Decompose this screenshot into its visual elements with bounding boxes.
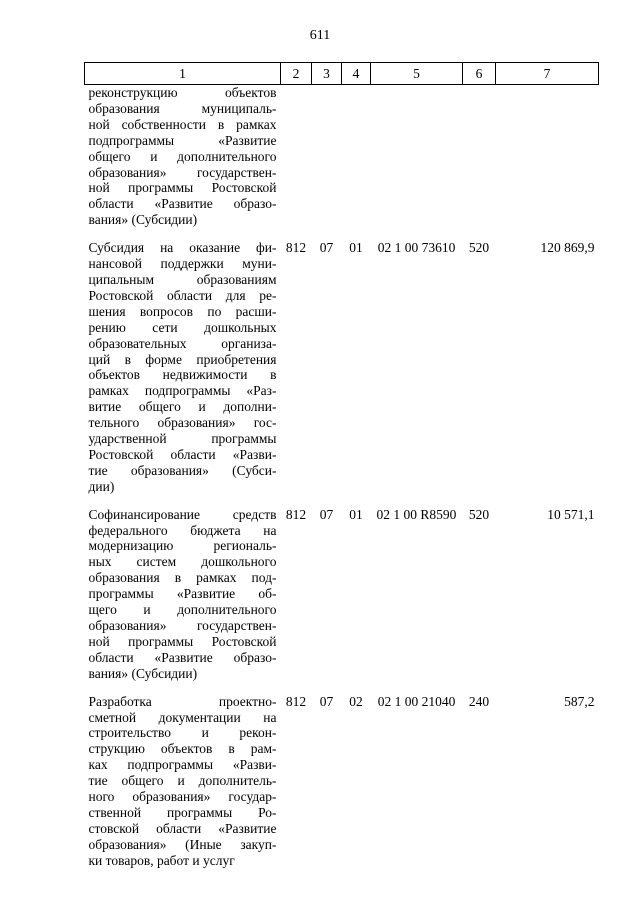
subsection-code: 01 <box>349 506 363 522</box>
description-line: образования муниципаль- <box>88 100 277 116</box>
description-line: подпрограммы «Развитие <box>88 132 277 148</box>
description-line: щего и дополнительного <box>88 602 277 618</box>
description-line: ственной программы Ро- <box>88 804 277 820</box>
row-spacer-cell <box>85 495 599 507</box>
target-article-code: 02 1 00 73610 <box>377 240 456 256</box>
description-line: Субсидия на оказание фи- <box>88 240 277 256</box>
table-row <box>85 85 599 229</box>
row-description <box>85 240 281 495</box>
table-row <box>85 507 599 682</box>
description-line: образования в рамках под- <box>88 570 277 586</box>
ministry-code: 812 <box>285 693 307 709</box>
section-code: 07 <box>319 693 334 709</box>
row-description <box>85 507 281 682</box>
target-article-code: 02 1 00 R8590 <box>376 506 457 522</box>
description-line: программы «Развитие об- <box>88 586 277 602</box>
description-line: ках подпрограммы «Разви- <box>88 757 277 773</box>
description-line: области «Развитие образо- <box>88 649 277 665</box>
description-line: Разработка проектно- <box>88 693 277 709</box>
description-line: реконструкцию объектов <box>88 85 277 100</box>
ministry-code <box>281 85 312 229</box>
description-line: рению сети дошкольных <box>88 319 277 335</box>
column-header-2: 2 <box>281 63 312 85</box>
description-line: вания» (Субсидии) <box>88 212 198 228</box>
subsection-code: 01 <box>349 240 363 256</box>
description-line: объектов недвижимости в <box>88 367 277 383</box>
subsection-code: 02 <box>349 693 363 709</box>
description-line: ного образования» государ- <box>88 789 277 805</box>
description-line: нансовой поддержки муни- <box>88 256 277 272</box>
description-line: ной программы Ростовской <box>88 633 277 649</box>
description-line: ной собственности в рамках <box>88 116 277 132</box>
column-header-7: 7 <box>496 63 599 85</box>
column-header-4: 4 <box>342 63 371 85</box>
column-header-5: 5 <box>371 63 463 85</box>
budget-table <box>84 62 599 869</box>
row-spacer <box>85 682 599 694</box>
section-code <box>312 85 342 229</box>
description-line: образования» государствен- <box>88 618 277 633</box>
amount-value: 587,2 <box>564 693 595 709</box>
description-line: шения вопросов по расши- <box>88 303 277 319</box>
section-code: 07 <box>319 240 334 256</box>
expense-type-code: 240 <box>468 693 490 709</box>
description-line: Софинансирование средств <box>88 506 277 522</box>
column-header-1: 1 <box>85 63 281 85</box>
ministry-code: 812 <box>285 506 307 522</box>
description-line: ных систем дошкольного <box>88 554 277 570</box>
description-line: ки товаров, работ и услуг <box>88 852 235 868</box>
row-spacer-cell <box>85 228 599 240</box>
target-article-code <box>371 85 463 229</box>
description-line: рамках подпрограммы «Раз- <box>88 383 277 399</box>
column-header-6: 6 <box>463 63 496 85</box>
description-line: тельного образования» гос- <box>88 415 277 431</box>
description-line: витие общего и дополни- <box>88 399 277 415</box>
description-line: общего и дополнительного <box>88 148 277 164</box>
description-line: ций в форме приобретения <box>88 351 277 367</box>
amount-value: 120 869,9 <box>540 240 595 256</box>
expense-type-code: 520 <box>468 240 490 256</box>
section-code: 07 <box>319 506 334 522</box>
description-line: Ростовской области для ре- <box>88 287 277 303</box>
table-row <box>85 240 599 495</box>
row-spacer-cell <box>85 682 599 694</box>
amount-value <box>496 85 599 229</box>
description-line: строительство и рекон- <box>88 725 277 741</box>
description-line: образования» государствен- <box>88 164 277 180</box>
row-description <box>85 85 281 229</box>
description-line: тие общего и дополнитель- <box>88 773 277 789</box>
subsection-code <box>342 85 371 229</box>
table-row <box>85 694 599 869</box>
description-line: федерального бюджета на <box>88 522 277 538</box>
description-line: образовательных организа- <box>88 335 277 351</box>
page-number: 611 <box>309 28 331 43</box>
ministry-code: 812 <box>285 240 307 256</box>
description-line: стовской области «Развитие <box>88 820 277 836</box>
table-body <box>85 85 599 869</box>
description-line: ципальным образованиям <box>88 271 277 287</box>
description-line: модернизацию региональ- <box>88 538 277 554</box>
target-article-code: 02 1 00 21040 <box>377 693 456 709</box>
expense-type-code <box>463 85 496 229</box>
description-line: Ростовской области «Разви- <box>88 446 277 462</box>
table-header-row <box>85 63 599 85</box>
row-description <box>85 694 281 869</box>
description-line: вания» (Субсидии) <box>88 665 198 681</box>
description-line: тие образования» (Субси- <box>88 462 277 478</box>
expense-type-code: 520 <box>468 506 490 522</box>
description-line: струкцию объектов в рам- <box>88 741 277 757</box>
description-line: образования» (Иные закуп- <box>88 836 277 852</box>
description-line: области «Развитие образо- <box>88 196 277 212</box>
description-line: сметной документации на <box>88 709 277 725</box>
description-line: ударственной программы <box>88 431 277 447</box>
amount-value: 10 571,1 <box>547 506 595 522</box>
row-spacer <box>85 228 599 240</box>
description-line: ной программы Ростовской <box>88 180 277 196</box>
description-line: дии) <box>88 478 115 494</box>
row-spacer <box>85 495 599 507</box>
column-header-3: 3 <box>312 63 342 85</box>
